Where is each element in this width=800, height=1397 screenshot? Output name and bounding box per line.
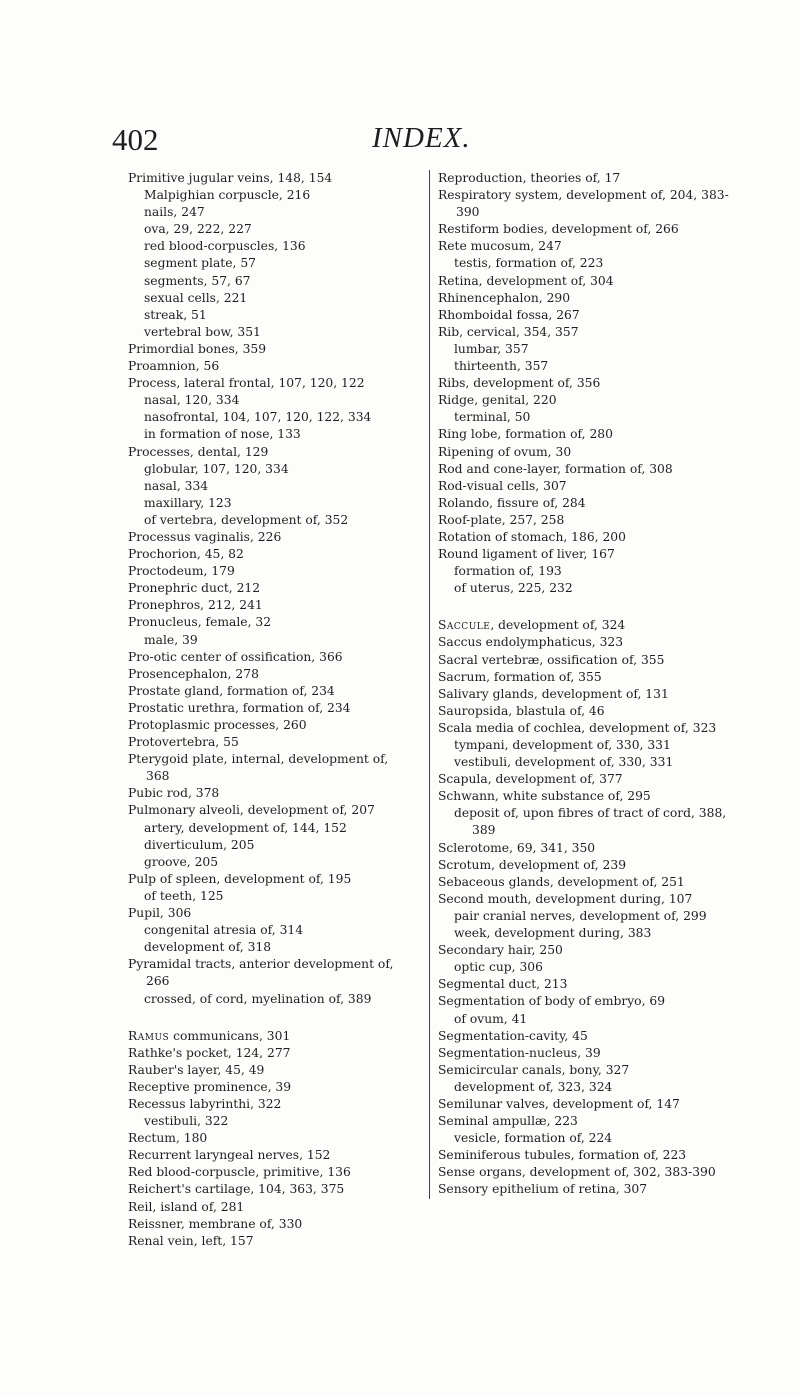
- index-subentry: testis, formation of, 223: [454, 256, 604, 271]
- index-subentry: vertebral bow, 351: [144, 324, 261, 339]
- index-entry: Rib, cervical, 354, 357: [438, 324, 579, 339]
- index-subentry: groove, 205: [144, 854, 219, 869]
- index-entry: Rhomboidal fossa, 267: [438, 307, 580, 322]
- index-subentry: globular, 107, 120, 334: [144, 461, 289, 476]
- index-subentry: vestibuli, development of, 330, 331: [454, 755, 674, 770]
- index-entry: Recessus labyrinthi, 322: [128, 1096, 282, 1111]
- index-entry: Ramus communicans, 301: [128, 1028, 291, 1043]
- index-entry: Seminiferous tubules, formation of, 223: [438, 1148, 687, 1163]
- index-entry: Retina, development of, 304: [438, 273, 614, 288]
- index-entry: Processes, dental, 129: [128, 444, 269, 459]
- index-entry: Pubic rod, 378: [128, 786, 220, 801]
- index-subentry: male, 39: [144, 632, 198, 647]
- index-subentry: artery, development of, 144, 152: [144, 820, 347, 835]
- index-entry: Sebaceous glands, development of, 251: [438, 874, 685, 889]
- index-entry: Scapula, development of, 377: [438, 772, 623, 787]
- index-subentry: in formation of nose, 133: [144, 427, 301, 442]
- index-entry: Prostatic urethra, formation of, 234: [128, 700, 351, 715]
- index-entry: Pyramidal tracts, anterior development of, 266: [128, 957, 394, 989]
- index-entry: Salivary glands, development of, 131: [438, 686, 669, 701]
- index-subentry: maxillary, 123: [144, 495, 232, 510]
- index-entry: Rolando, fissure of, 284: [438, 495, 586, 510]
- index-subentry: of uterus, 225, 232: [454, 581, 573, 596]
- index-entry: Processus vaginalis, 226: [128, 529, 282, 544]
- index-entry: Restiform bodies, development of, 266: [438, 222, 679, 237]
- section-gap: [438, 597, 738, 617]
- index-entry: Reproduction, theories of, 17: [438, 171, 621, 185]
- index-subentry: Malpighian corpuscle, 216: [144, 188, 311, 203]
- index-entry: Schwann, white substance of, 295: [438, 789, 651, 804]
- index-entry: Seminal ampullæ, 223: [438, 1114, 578, 1129]
- index-subentry: segment plate, 57: [144, 256, 256, 271]
- index-entry: Rotation of stomach, 186, 200: [438, 529, 626, 544]
- index-subentry: of ovum, 41: [454, 1011, 528, 1026]
- index-subentry: formation of, 193: [454, 564, 562, 579]
- index-entry: Protoplasmic processes, 260: [128, 718, 307, 732]
- index-entry: Saccus endolymphaticus, 323: [438, 635, 624, 650]
- index-entry: Respiratory system, development of, 204, 383-390: [438, 188, 729, 220]
- page-header: [0, 96, 800, 157]
- index-entry: Pro-otic center of ossification, 366: [128, 649, 343, 664]
- index-entry: Segmentation-cavity, 45: [438, 1028, 588, 1043]
- index-subentry: diverticulum, 205: [144, 837, 255, 852]
- index-entry: Pronephric duct, 212: [128, 581, 261, 596]
- index-subentry: ova, 29, 222, 227: [144, 222, 252, 237]
- index-subentry: lumbar, 357: [454, 341, 529, 356]
- index-entry: Segmental duct, 213: [438, 977, 568, 992]
- index-entry: Red blood-corpuscle, primitive, 136: [128, 1165, 351, 1180]
- index-entry: Reichert's cartilage, 104, 363, 375: [128, 1182, 345, 1197]
- index-entry: Sacral vertebræ, ossification of, 355: [438, 652, 665, 667]
- index-entry: Pterygoid plate, internal, development of, 368: [128, 752, 389, 784]
- index-subentry: sexual cells, 221: [144, 290, 248, 305]
- index-entry: Recurrent laryngeal nerves, 152: [128, 1148, 331, 1163]
- index-entry: Round ligament of liver, 167: [438, 547, 615, 562]
- index-entry: Pulmonary alveoli, development of, 207: [128, 803, 375, 818]
- index-subentry: crossed, of cord, myelination of, 389: [144, 991, 372, 1006]
- index-entry: Sensory epithelium of retina, 307: [438, 1182, 648, 1197]
- index-entry: Rod and cone-layer, formation of, 308: [438, 461, 673, 476]
- index-entry: Rod-visual cells, 307: [438, 478, 567, 493]
- index-subentry: nasal, 120, 334: [144, 393, 240, 408]
- index-subentry: optic cup, 306: [454, 960, 543, 975]
- index-subentry: development of, 323, 324: [454, 1079, 613, 1094]
- index-entry: Primitive jugular veins, 148, 154: [128, 171, 333, 185]
- index-subentry: streak, 51: [144, 307, 207, 322]
- index-entry: Ridge, genital, 220: [438, 393, 557, 408]
- index-entry: Process, lateral frontal, 107, 120, 122: [128, 376, 365, 391]
- index-entry: Reil, island of, 281: [128, 1199, 245, 1214]
- index-entry: Pulp of spleen, development of, 195: [128, 871, 352, 886]
- index-entry: Prostate gland, formation of, 234: [128, 683, 335, 698]
- index-subentry: pair cranial nerves, development of, 299: [454, 908, 707, 923]
- index-subentry: terminal, 50: [454, 410, 531, 425]
- index-entry: Proctodeum, 179: [128, 564, 235, 579]
- index-entry: Segmentation-nucleus, 39: [438, 1045, 601, 1060]
- index-subentry: vestibuli, 322: [144, 1114, 229, 1129]
- index-entry: Semicircular canals, bony, 327: [438, 1062, 630, 1077]
- index-subentry: congenital atresia of, 314: [144, 923, 304, 938]
- index-subentry: week, development during, 383: [454, 926, 652, 941]
- index-subentry: segments, 57, 67: [144, 273, 251, 288]
- index-entry: Primordial bones, 359: [128, 341, 267, 356]
- index-entry: Rhinencephalon, 290: [438, 290, 571, 305]
- index-subentry: of vertebra, development of, 352: [144, 512, 349, 527]
- index-column-left: [128, 170, 410, 1250]
- index-subentry: deposit of, upon fibres of tract of cord, 388, 389: [454, 806, 727, 838]
- index-column-right: [429, 170, 738, 1199]
- index-subentry: tympani, development of, 330, 331: [454, 738, 671, 752]
- index-entry: Scala media of cochlea, development of, 323: [438, 720, 717, 735]
- index-subentry: red blood-corpuscles, 136: [144, 239, 306, 254]
- index-subentry: nasofrontal, 104, 107, 120, 122, 334: [144, 410, 372, 425]
- index-entry: Ripening of ovum, 30: [438, 444, 572, 459]
- index-entry: Roof-plate, 257, 258: [438, 512, 565, 527]
- index-entry: Rauber's layer, 45, 49: [128, 1062, 265, 1077]
- index-entry: Pupil, 306: [128, 906, 192, 921]
- index-entry: Rete mucosum, 247: [438, 239, 562, 254]
- index-entry: Prosencephalon, 278: [128, 666, 259, 681]
- page-number: 402: [112, 122, 159, 157]
- index-entry: Sauropsida, blastula of, 46: [438, 703, 605, 718]
- running-title: INDEX.: [372, 122, 471, 154]
- index-entry: Second mouth, development during, 107: [438, 891, 693, 906]
- index-entry: Semilunar valves, development of, 147: [438, 1096, 680, 1111]
- index-entry: Secondary hair, 250: [438, 943, 563, 958]
- index-entry: Proamnion, 56: [128, 359, 220, 374]
- index-entry: Pronephros, 212, 241: [128, 598, 263, 613]
- index-entry: Rectum, 180: [128, 1131, 208, 1146]
- index-entry: Sclerotome, 69, 341, 350: [438, 840, 596, 855]
- index-entry: Reissner, membrane of, 330: [128, 1216, 303, 1231]
- index-entry: Ring lobe, formation of, 280: [438, 427, 613, 442]
- index-subentry: nails, 247: [144, 205, 205, 220]
- index-entry: Ribs, development of, 356: [438, 376, 601, 391]
- index-subentry: nasal, 334: [144, 478, 209, 493]
- index-entry: Pronucleus, female, 32: [128, 615, 272, 630]
- index-subentry: of teeth, 125: [144, 888, 224, 903]
- index-subentry: development of, 318: [144, 940, 272, 955]
- section-gap: [128, 1008, 410, 1028]
- index-entry: Segmentation of body of embryo, 69: [438, 994, 666, 1009]
- index-entry: Rathke's pocket, 124, 277: [128, 1045, 291, 1060]
- index-subentry: thirteenth, 357: [454, 359, 549, 374]
- index-entry: Protovertebra, 55: [128, 735, 239, 750]
- index-entry: Saccule, development of, 324: [438, 618, 626, 633]
- index-subentry: vesicle, formation of, 224: [454, 1131, 613, 1146]
- index-entry: Sense organs, development of, 302, 383-390: [438, 1165, 716, 1180]
- index-entry: Prochorion, 45, 82: [128, 547, 244, 562]
- index-entry: Scrotum, development of, 239: [438, 857, 627, 872]
- index-entry: Sacrum, formation of, 355: [438, 669, 602, 684]
- index-entry: Renal vein, left, 157: [128, 1233, 254, 1248]
- index-entry: Receptive prominence, 39: [128, 1079, 292, 1094]
